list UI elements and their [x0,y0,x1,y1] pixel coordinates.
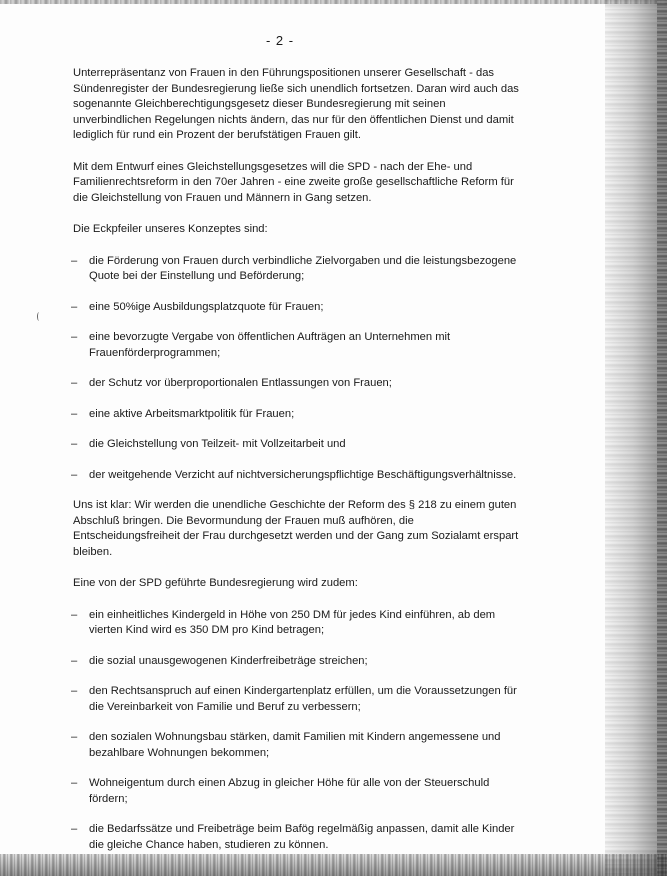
list-item [73,437,523,453]
government-measures-list [73,608,523,854]
list-item [73,608,523,639]
list-item [73,254,523,285]
list-item [73,407,523,423]
dash-bullet: – [71,254,78,267]
list-item [73,330,523,361]
list-item-text: eine bevorzugte Vergabe von öffentlichen Aufträgen an Unternehmen mit Frauenförderprogrammen; [89,331,451,359]
list-item [73,468,523,484]
list-item [73,730,523,761]
equality-law-paragraph: Mit dem Entwurf eines Gleichstellungsgesetzes will die SPD - nach der Ehe- und Familienrechtsreform in den 70er Jahren - eine zweite große gesellschaftliche Reform für die Gleichstellung von Frauen und Männern in Gang setzen. [73,160,514,204]
dash-bullet: – [71,823,78,835]
list-item-text: den Rechtsanspruch auf einen Kindergartenplatz erfüllen, um die Voraussetzungen für die Vereinbarkeit von Familie und Beruf zu verbessern; [89,685,517,713]
scan-speck [37,312,41,321]
dash-bullet: – [71,731,78,743]
list-item-text: die Bedarfssätze und Freibeträge beim Bafög regelmäßig anpassen, damit alle Kinder die gleiche Chance haben, studieren zu können. [89,823,515,851]
dash-bullet: – [71,654,78,667]
dash-bullet: – [71,777,78,789]
page-number: - 2 - [265,33,295,48]
list-item [73,300,523,316]
dash-bullet: – [71,608,78,621]
list-item-text: den sozialen Wohnungsbau stärken, damit Familien mit Kindern angemessene und bezahlbare Wohnungen bekommen; [89,731,501,759]
list-item [73,822,523,853]
list-item-text: eine aktive Arbeitsmarktpolitik für Frauen; [89,407,295,420]
scan-edge-top [0,0,667,4]
scan-edge-right [657,0,667,876]
list-item-text: ein einheitliches Kindergeld in Höhe von 250 DM für jedes Kind einführen, ab dem vierten Kind wird es 350 DM pro Kind betragen; [89,608,496,636]
list-item-text: der weitgehende Verzicht auf nichtversicherungspflichtige Beschäftigungsverhältnisse. [89,468,517,481]
cornerstones-list [73,254,523,484]
list-item [73,684,523,715]
dash-bullet: – [71,438,78,450]
list-item-text: der Schutz vor überproportionalen Entlassungen von Frauen; [89,377,392,389]
paragraph-218: Uns ist klar: Wir werden die unendliche Geschichte der Reform des § 218 zu einem guten Abschluß bringen. Die Bevormundung der Frauen muß aufhören, die Entscheidungsfreiheit der Frau durchgesetzt werden und der Gang zum Sozialamt erspart bleiben. [73,499,519,558]
list-item [73,376,523,392]
list-item [73,654,523,670]
cornerstones-intro: Die Eckpfeiler unseres Konzeptes sind: [73,223,268,235]
list-item-text: eine 50%ige Ausbildungsplatzquote für Frauen; [89,300,324,313]
government-intro: Eine von der SPD geführte Bundesregierung wird zudem: [73,577,358,589]
dash-bullet: – [71,468,78,481]
dash-bullet: – [71,331,78,343]
list-item-text: die Gleichstellung von Teilzeit- mit Vollzeitarbeit und [89,438,346,450]
list-item-text: die Förderung von Frauen durch verbindliche Zielvorgaben und die leistungsbezogene Quote bei der Einstellung und Beförderung; [89,254,517,282]
document-body [73,66,523,868]
intro-paragraph: Unterrepräsentanz von Frauen in den Führungspositionen unserer Gesellschaft - das Sündenregister der Bundesregierung ließe sich unendlich fortsetzen. Daran wird auch das sogenannte Gleichberechtigungsgesetz dieser Bundesregierung mit seinen unverbindlichen Regelungen nichts ändern, das nur für den öffentlichen Dienst und damit lediglich für rund ein Prozent der berufstätigen Frauen gilt. [73,67,519,141]
dash-bullet: – [71,685,78,697]
list-item-text: die sozial unausgewogenen Kinderfreibeträge streichen; [89,654,368,667]
dash-bullet: – [71,407,78,420]
dash-bullet: – [71,300,78,313]
list-item [73,776,523,807]
dash-bullet: – [71,377,78,389]
list-item-text: Wohneigentum durch einen Abzug in gleicher Höhe für alle von der Steuerschuld fördern; [89,777,490,805]
